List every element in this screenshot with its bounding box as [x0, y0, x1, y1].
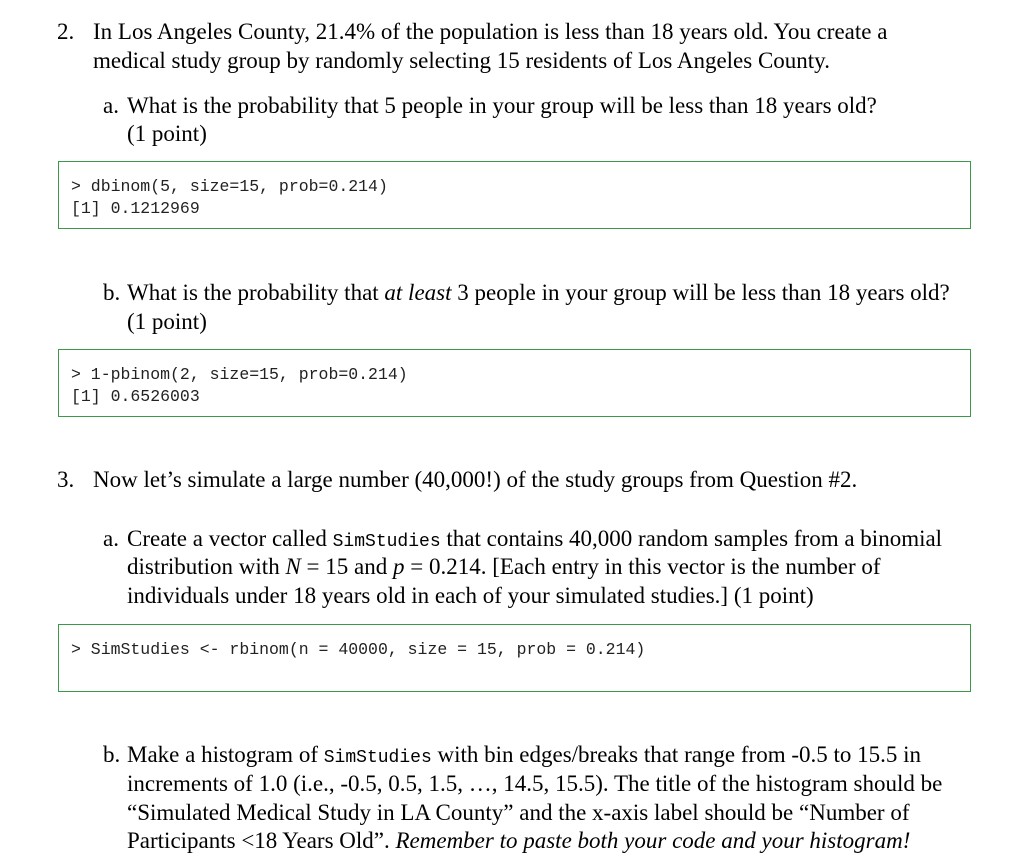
question-3b-text-post: with bin edges/breaks that range from -0.5 to 15.5 in [431, 742, 922, 767]
question-2-text-line1: In Los Angeles County, 21.4% of the population is less than 18 years old. You create a [93, 19, 888, 44]
question-2a-text-line2: (1 point) [127, 121, 207, 146]
question-3a-text-line2 [127, 552, 881, 581]
question-3b-text-pre: Make a histogram of [127, 742, 324, 767]
code-block-2b [58, 349, 971, 417]
question-2b-label: b. [103, 280, 121, 305]
variable-N: N [285, 554, 301, 579]
question-3a-text-line3: individuals under 18 years old in each of your simulated studies.] (1 point) [127, 583, 814, 608]
question-2a-label: a. [103, 93, 119, 118]
question-3b-text-line3: “Simulated Medical Study in LA County” and the x-axis label should be “Number of [127, 800, 910, 825]
question-3b-text-line2: increments of 1.0 (i.e., -0.5, 0.5, 1.5, …, 14.5, 15.5). The title of the histogram should be [127, 771, 943, 796]
code-output-line: [1] 0.1212969 [71, 199, 200, 218]
question-3a-text-pre: Create a vector called [127, 526, 333, 551]
question-2a-text-line1: What is the probability that 5 people in your group will be less than 18 years old? [127, 93, 877, 118]
question-3a-label: a. [103, 526, 119, 551]
question-3b-text-line4 [127, 826, 910, 855]
question-3-text-line1: Now let’s simulate a large number (40,000!) of the study groups from Question #2. [93, 467, 858, 492]
value-p: = 0.214. [Each entry in this vector is the number of [404, 554, 881, 579]
code-block-2a [58, 161, 971, 229]
question-3-number: 3. [57, 467, 75, 492]
code-line: > dbinom(5, size=15, prob=0.214) [71, 177, 388, 196]
inline-code-simstudies: SimStudies [323, 748, 432, 768]
code-block-3a [58, 624, 971, 692]
question-3a-text-post: that contains 40,000 random samples from a binomial [440, 526, 943, 551]
question-2b-text-post: 3 people in your group will be less than 18 years old? [451, 280, 950, 305]
variable-p: p [392, 554, 405, 579]
question-3b-label: b. [103, 742, 121, 767]
question-2b-emphasis: at least [384, 280, 452, 305]
value-N: = 15 and [300, 554, 393, 579]
question-3b-line4-pre: Participants <18 Years Old”. [127, 828, 396, 853]
question-3b-reminder: Remember to paste both your code and your histogram! [395, 828, 911, 853]
code-output-line: [1] 0.6526003 [71, 387, 200, 406]
question-2b-text-line1 [127, 278, 950, 307]
question-3a-line2-pre: distribution with [127, 554, 286, 579]
inline-code-simstudies: SimStudies [332, 532, 441, 552]
question-2b-text-pre: What is the probability that [127, 280, 385, 305]
question-2b-text-line2: (1 point) [127, 309, 207, 334]
code-line: > SimStudies <- rbinom(n = 40000, size = 15, prob = 0.214) [71, 640, 646, 659]
code-line: > 1-pbinom(2, size=15, prob=0.214) [71, 365, 408, 384]
question-2-text-line2: medical study group by randomly selecting 15 residents of Los Angeles County. [93, 48, 830, 73]
question-2-number: 2. [57, 19, 75, 44]
